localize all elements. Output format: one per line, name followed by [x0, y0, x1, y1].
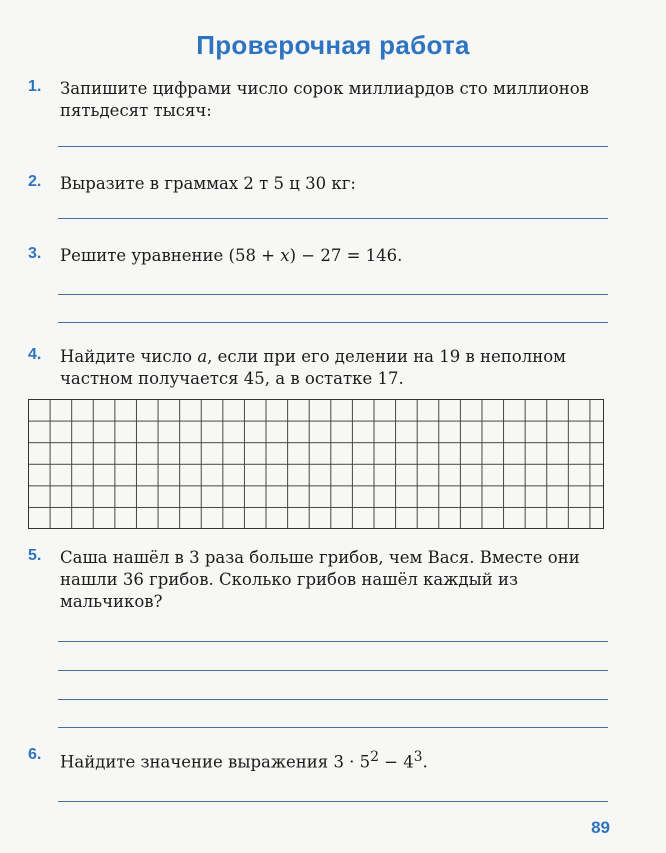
task-text: Найдите значение выражения $3 \cdot 5^2 - 4^3$. [60, 749, 428, 772]
answer-line[interactable] [58, 294, 608, 295]
task-text: Запишите цифрами число сорок миллиардов сто миллионов пятьдесят тысяч: [60, 79, 589, 120]
task-number: 1. [28, 78, 42, 95]
task-number: 2. [28, 173, 42, 190]
page-title: Проверочная работа [196, 30, 470, 60]
answer-line[interactable] [58, 146, 608, 147]
task-number: 5. [28, 547, 42, 564]
variable-x: x [280, 246, 290, 265]
answer-line[interactable] [58, 670, 608, 671]
task-1 [28, 78, 616, 122]
answer-line[interactable] [58, 322, 608, 323]
task-number: 6. [28, 746, 42, 763]
answer-grid[interactable] [28, 399, 604, 529]
task-5 [28, 547, 616, 613]
task-4 [28, 346, 616, 390]
task-number: 3. [28, 245, 42, 262]
task-text: Саша нашёл в 3 раза больше грибов, чем Вася. Вместе они нашли 36 грибов. Сколько грибов нашёл каждый из мальчиков? [60, 548, 580, 611]
answer-line[interactable] [58, 727, 608, 728]
answer-line[interactable] [58, 218, 608, 219]
task-text: Выразите в граммах 2 т 5 ц 30 кг: [60, 174, 356, 193]
answer-line[interactable] [58, 641, 608, 642]
task-text: Решите уравнение (58 + x) − 27 = 146. [60, 246, 403, 265]
answer-line[interactable] [58, 801, 608, 802]
task-2 [28, 173, 616, 195]
task-6 [28, 746, 616, 774]
page-number: 89 [591, 818, 610, 837]
answer-line[interactable] [58, 699, 608, 700]
task-3 [28, 245, 616, 267]
task-text: Найдите число a, если при его делении на 19 в неполном частном получается 45, а в остатке 17. [60, 347, 566, 388]
variable-a: a [197, 347, 208, 366]
task-number: 4. [28, 346, 42, 363]
